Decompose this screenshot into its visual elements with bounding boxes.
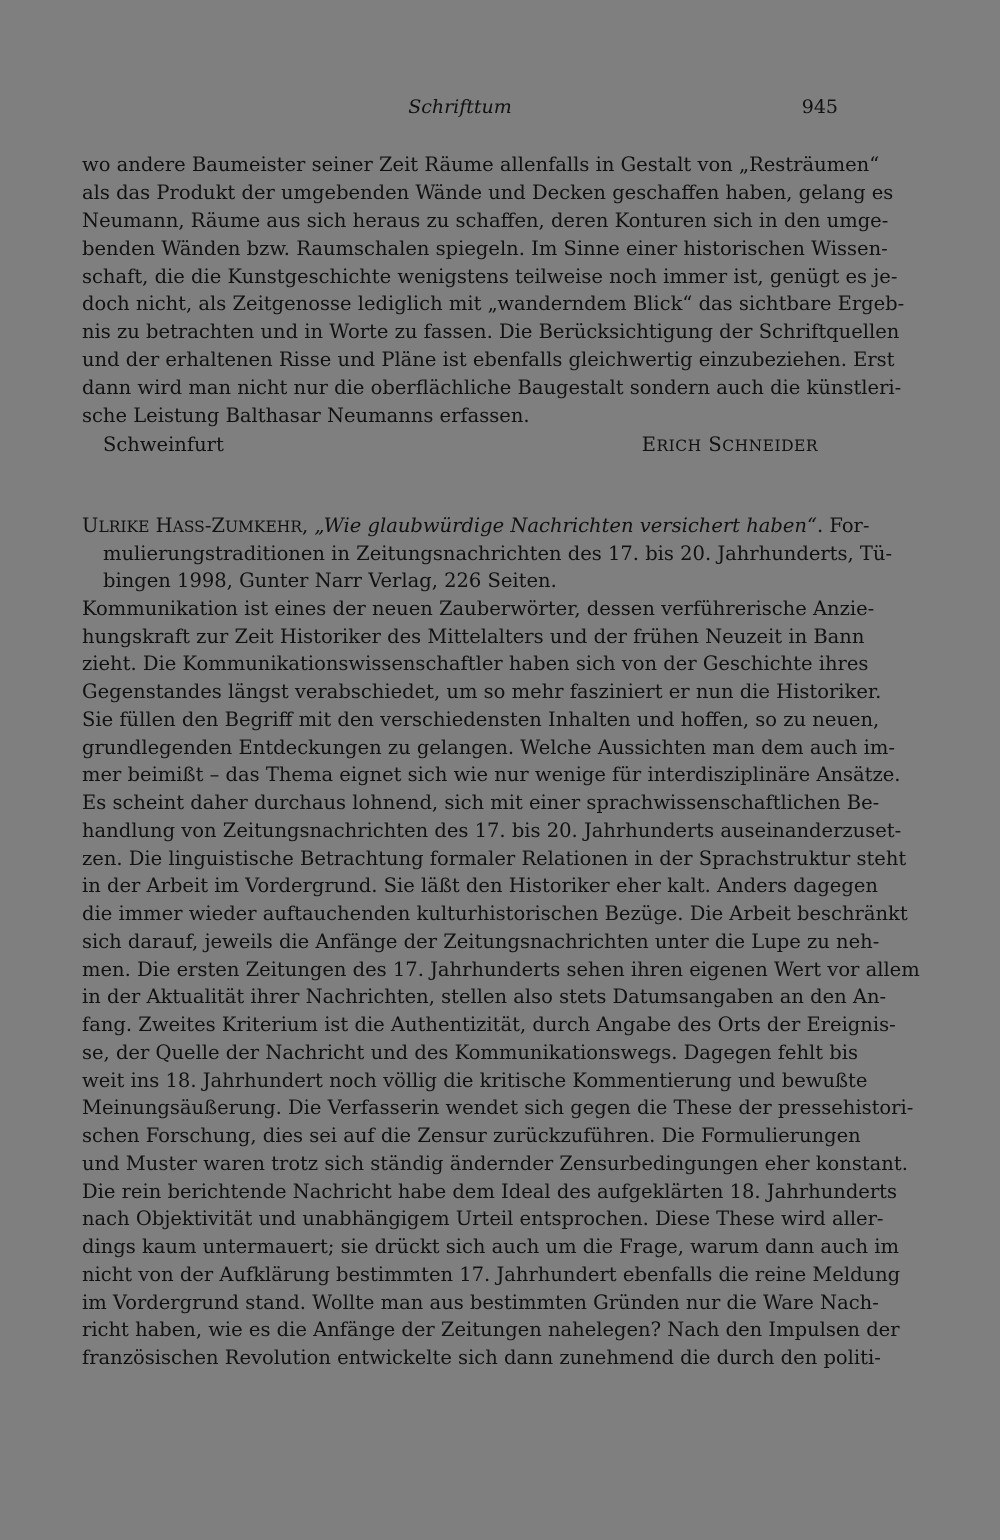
text-line: im Vordergrund stand. Wollte man aus bestimmten Gründen nur die Ware Nach- xyxy=(82,1291,879,1314)
signature-author xyxy=(642,431,818,460)
text-line: nach Objektivität und unabhängigem Urteil entsprochen. Diese These wird aller- xyxy=(82,1207,884,1230)
text-line: in der Aktualität ihrer Nachrichten, stellen also stets Datumsangaben an den An- xyxy=(82,985,887,1008)
text-line: se, der Quelle der Nachricht und des Kommunikationswegs. Dagegen fehlt bis xyxy=(82,1041,859,1064)
sc-rest: RICH xyxy=(656,437,702,455)
text-line: Kommunikation ist eines der neuen Zauberwörter, dessen verführerische Anzie- xyxy=(82,597,875,620)
text-line: Meinungsäußerung. Die Verfasserin wendet sich gegen die These der pressehistori- xyxy=(82,1096,914,1119)
text-line: doch nicht, als Zeitgenosse lediglich mit „wanderndem Blick“ das sichtbare Ergeb- xyxy=(82,292,905,315)
sc-rest: ASS xyxy=(172,518,205,536)
text-line: wo andere Baumeister seiner Zeit Räume allenfalls in Gestalt von „Resträumen“ xyxy=(82,153,880,176)
text-line: dings kaum untermauert; sie drückt sich auch um die Frage, warum dann auch im xyxy=(82,1235,900,1258)
text-line: grundlegenden Entdeckungen zu gelangen. Welche Aussichten man dem auch im- xyxy=(82,736,896,759)
text-line: Die rein berichtende Nachricht habe dem Ideal des aufgeklärten 18. Jahrhunderts xyxy=(82,1180,898,1203)
sc-initial: E xyxy=(641,433,657,456)
text-line: sche Leistung Balthasar Neumanns erfassen. xyxy=(82,404,530,427)
text-line: in der Arbeit im Vordergrund. Sie läßt den Historiker eher kalt. Anders dagegen xyxy=(82,874,878,897)
sc-initial: S xyxy=(708,433,723,456)
text-line: Neumann, Räume aus sich heraus zu schaffen, deren Konturen sich in den umge- xyxy=(82,209,889,232)
citation-line: mulierungstraditionen in Zeitungsnachrichten des 17. bis 20. Jahrhunderts, Tü- xyxy=(103,542,893,565)
text-line: mer beimißt – das Thema eignet sich wie nur wenige für interdisziplinäre Ansätze. xyxy=(82,763,901,786)
sc-initial: Z xyxy=(211,514,225,537)
text-line: und der erhaltenen Risse und Pläne ist ebenfalls gleichwertig einzubeziehen. Erst xyxy=(82,348,895,371)
text-line: zen. Die linguistische Betrachtung formaler Relationen in der Sprachstruktur steht xyxy=(82,847,907,870)
text-line: französischen Revolution entwickelte sich dann zunehmend die durch den politi- xyxy=(82,1346,881,1369)
sc-rest: UMKEHR xyxy=(224,518,302,536)
text-line: benden Wänden bzw. Raumschalen spiegeln. Im Sinne einer historischen Wissen- xyxy=(82,237,888,260)
sc-initial: U xyxy=(82,514,99,537)
sc-rest: CHNEIDER xyxy=(722,437,818,455)
running-title: Schrifttum xyxy=(408,96,512,118)
text-line: dann wird man nicht nur die oberflächliche Baugestalt sondern auch die künstleri- xyxy=(82,376,902,399)
text-line: hungskraft zur Zeit Historiker des Mittelalters und der frühen Neuzeit in Bann xyxy=(82,625,865,648)
text-line: zieht. Die Kommunikationswissenschaftler haben sich von der Geschichte ihres xyxy=(82,652,869,675)
page-number: 945 xyxy=(801,96,838,118)
text-line: und Muster waren trotz sich ständig ändernder Zensurbedingungen eher konstant. xyxy=(82,1152,908,1175)
text-line: schen Forschung, dies sei auf die Zensur zurückzuführen. Die Formulierungen xyxy=(82,1124,861,1147)
text-line: die immer wieder auftauchenden kulturhistorischen Bezüge. Die Arbeit beschränkt xyxy=(82,902,908,925)
text-line: handlung von Zeitungsnachrichten des 17. bis 20. Jahrhunderts auseinanderzuset- xyxy=(82,819,902,842)
running-head xyxy=(0,96,1000,126)
text-line: nis zu betrachten und in Worte zu fassen. Die Berücksichtigung der Schriftquellen xyxy=(82,320,900,343)
text-line: fang. Zweites Kriterium ist die Authentizität, durch Angabe des Orts der Ereignis- xyxy=(82,1013,896,1036)
citation-line xyxy=(82,512,870,541)
text-line: schaft, die die Kunstgeschichte wenigstens teilweise noch immer ist, genügt es je- xyxy=(82,265,898,288)
text-line: richt haben, wie es die Anfänge der Zeitungen nahelegen? Nach den Impulsen der xyxy=(82,1318,900,1341)
author-separator: - xyxy=(204,514,212,537)
text-line: als das Produkt der umgebenden Wände und Decken geschaffen haben, gelang es xyxy=(82,181,894,204)
text-line: nicht von der Aufklärung bestimmten 17. Jahrhundert ebenfalls die reine Meldung xyxy=(82,1263,901,1286)
text-line: weit ins 18. Jahrhundert noch völlig die kritische Kommentierung und bewußte xyxy=(82,1069,868,1092)
text-line: Sie füllen den Begriff mit den verschiedensten Inhalten und hoffen, so zu neuen, xyxy=(82,708,880,731)
citation-line: bingen 1998, Gunter Narr Verlag, 226 Seiten. xyxy=(103,569,557,592)
text-line: Es scheint daher durchaus lohnend, sich mit einer sprachwissenschaftlichen Be- xyxy=(82,791,880,814)
sc-rest: LRIKE xyxy=(98,518,150,536)
book-title: „Wie glaubwürdige Nachrichten versichert haben“ xyxy=(314,514,817,537)
text-line: men. Die ersten Zeitungen des 17. Jahrhunderts sehen ihren eigenen Wert vor allem xyxy=(82,958,920,981)
text-line: sich darauf, jeweils die Anfänge der Zeitungsnachrichten unter die Lupe zu neh- xyxy=(82,930,880,953)
text-line: Gegenstandes längst verabschiedet, um so mehr fasziniert er nun die Historiker. xyxy=(82,680,882,703)
author-comma: , xyxy=(301,514,315,537)
signature-place: Schweinfurt xyxy=(103,433,224,456)
citation-rest: . For- xyxy=(816,514,870,537)
sc-initial: H xyxy=(155,514,173,537)
